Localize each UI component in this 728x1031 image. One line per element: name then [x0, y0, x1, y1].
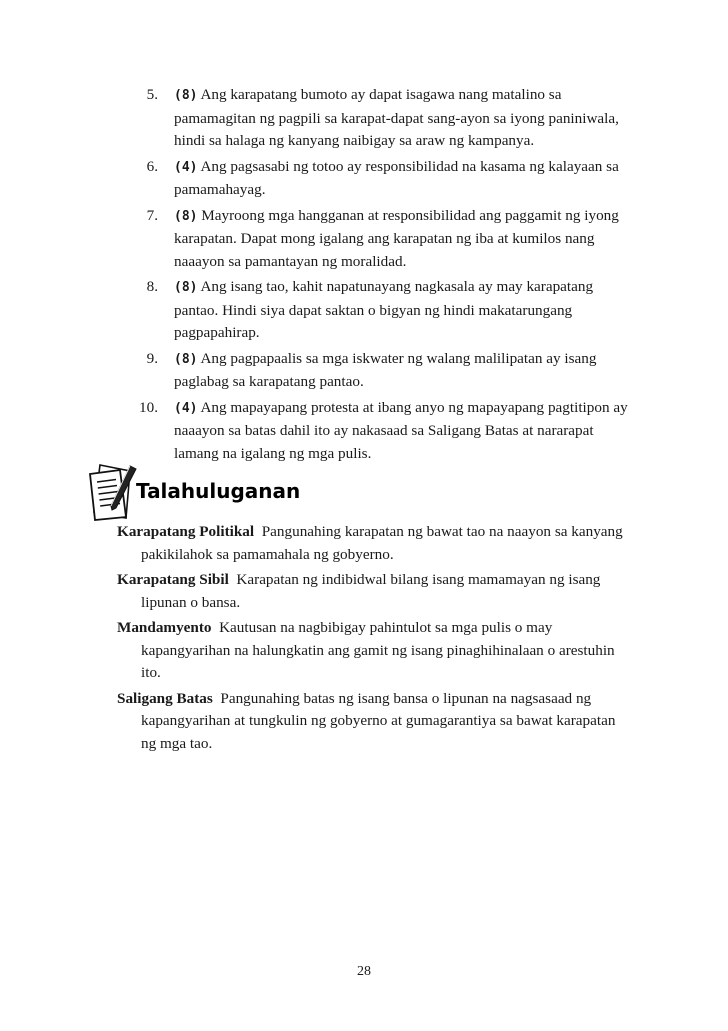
answer-number: 5. — [146, 86, 158, 103]
answer-points: (4) — [174, 400, 198, 416]
answer-item — [118, 276, 638, 345]
answer-points: (4) — [174, 159, 198, 175]
answer-points: (8) — [174, 280, 198, 295]
glossary-definition: Pangunahing karapatan ng bawat tao na naayon sa kanyang pakikilahok sa pamamahala ng gobyerno. — [141, 523, 623, 563]
answer-text: Ang isang tao, kahit napatunayang nagkasala ay may karapatang pantao. Hindi siya dapat saktan o bigyan ng hindi makatarungang pagpapahirap. — [174, 278, 594, 341]
answer-text: Ang karapatang bumoto ay dapat isagawa nang matalino sa pamamagitan ng pagpili sa karapat-dapat sang-ayon sa iyong paniniwala, hindi sa halaga ng kanyang naibigay sa araw ng kampanya. — [174, 86, 619, 149]
glossary-term: Karapatang Politikal — [117, 523, 255, 540]
glossary-definition: Pangunahing batas ng isang bansa o lipunan na nagsasaad ng kapangyarihan at tungkulin ng gobyerno at gumagarantiya sa bawat karapatan ng mga tao. — [141, 689, 616, 752]
glossary-list — [117, 521, 627, 758]
glossary-term: Karapatang Sibil — [117, 571, 229, 588]
answer-text: Ang mapayapang protesta at ibang anyo ng mapayapang pagtitipon ay naaayon sa batas dahil ito ay nakasaad sa Saligang Batas at nararapat lamang na igalang ng mga pulis. — [174, 398, 628, 462]
page-number: 28 — [357, 964, 371, 979]
answer-item — [118, 348, 638, 394]
glossary-entry — [117, 688, 627, 756]
glossary-definition: Karapatan ng indibidwal bilang isang mamamayan ng isang lipunan o bansa. — [141, 571, 601, 611]
answer-points: (8) — [174, 208, 198, 224]
answer-number: 8. — [146, 278, 158, 295]
answer-text: Ang pagsasabi ng totoo ay responsibilidad na kasama ng kalayaan sa pamamahayag. — [174, 157, 619, 198]
answer-item — [118, 205, 638, 274]
glossary-term: Mandamyento — [117, 619, 212, 636]
glossary-header — [86, 462, 486, 522]
answer-number: 7. — [146, 206, 158, 224]
answer-text: Mayroong mga hangganan at responsibilidad ang paggamit ng iyong karapatan. Dapat mong igalang ang karapatan ng iba at kumilos nang naaayon sa pamantayan ng moralidad. — [174, 206, 619, 270]
answer-item — [118, 156, 638, 202]
answer-item — [118, 397, 638, 466]
answer-number: 10. — [139, 398, 158, 416]
answer-item — [118, 84, 638, 153]
answer-number: 6. — [146, 157, 158, 175]
document-pen-icon — [86, 462, 140, 522]
answer-points: (8) — [174, 351, 198, 367]
glossary-definition: Kautusan na nagbibigay pahintulot sa mga pulis o may kapangyarihan na halungkatin ang gamit ng isang pinaghihinalaan o arestuhin ito. — [141, 619, 615, 681]
glossary-entry — [117, 521, 627, 566]
answer-text: Ang pagpapaalis sa mga iskwater ng walang malilipatan ay isang paglabag sa karapatang pantao. — [174, 349, 597, 390]
glossary-term: Saligang Batas — [117, 689, 213, 707]
answer-points: (8) — [174, 88, 198, 103]
answer-number: 9. — [146, 349, 158, 367]
answer-list — [118, 84, 638, 468]
glossary-entry — [117, 617, 627, 685]
glossary-entry — [117, 569, 627, 614]
glossary-title: Talahuluganan — [136, 479, 301, 503]
